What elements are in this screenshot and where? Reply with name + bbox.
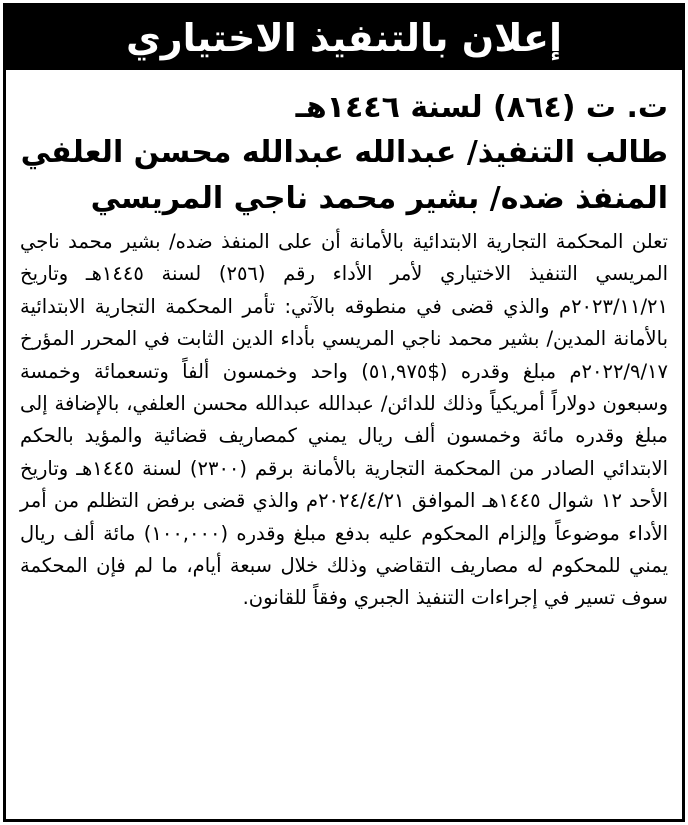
notice-content: [6, 70, 682, 615]
notice-body: تعلن المحكمة التجارية الابتدائية بالأمانة أن على المنفذ ضده/ بشير محمد ناجي المريسي التنفيذ الاختياري لأمر الأداء رقم (٢٥٦) لسنة ١٤٤٥هـ وتاريخ ٢٠٢٣/١١/٢١م والذي قضى في منطوقه بالآتي: تأمر المحكمة التجارية الابتدائية بالأمانة المدين/ بشير محمد ناجي المريسي بأداء الدين الثابت في المحرر المؤرخ ٢٠٢٢/٩/١٧م مبلغ وقدره ($٥١,٩٧٥) واحد وخمسون ألفاً وتسعمائة وخمسة وسبعون دولاراً أمريكياً وذلك للدائن/ عبدالله عبدالله محسن العلفي، بالإضافة إلى مبلغ وقدره مائة وخمسون ألف ريال يمني كمصاريف قضائية والمؤيد بالحكم الابتدائي الصادر من المحكمة التجارية بالأمانة برقم (٢٣٠٠) لسنة ١٤٤٥هـ وتاريخ الأحد ١٢ شوال ١٤٤٥هـ الموافق ٢٠٢٤/٤/٢١م والذي قضى برفض التظلم من أمر الأداء موضوعاً وإلزام المحكوم عليه بدفع مبلغ وقدره (١٠٠,٠٠٠) مائة ألف ريال يمني للمحكوم له مصاريف التقاضي وذلك خلال سبعة أيام، ما لم فإن المحكمة سوف تسير في إجراءات التنفيذ الجبري وفقاً للقانون.: [20, 230, 668, 610]
notice-title-bar: [6, 6, 682, 70]
execution-respondent: المنفذ ضده/ بشير محمد ناجي المريسي: [90, 181, 668, 216]
notice-frame: [3, 3, 685, 822]
case-reference: ت. ت (٨٦٤) لسنة ١٤٤٦هـ: [295, 90, 668, 125]
execution-requester: طالب التنفيذ/ عبدالله عبدالله محسن العلفي: [20, 135, 668, 170]
notice-title: إعلان بالتنفيذ الاختياري: [125, 16, 563, 60]
